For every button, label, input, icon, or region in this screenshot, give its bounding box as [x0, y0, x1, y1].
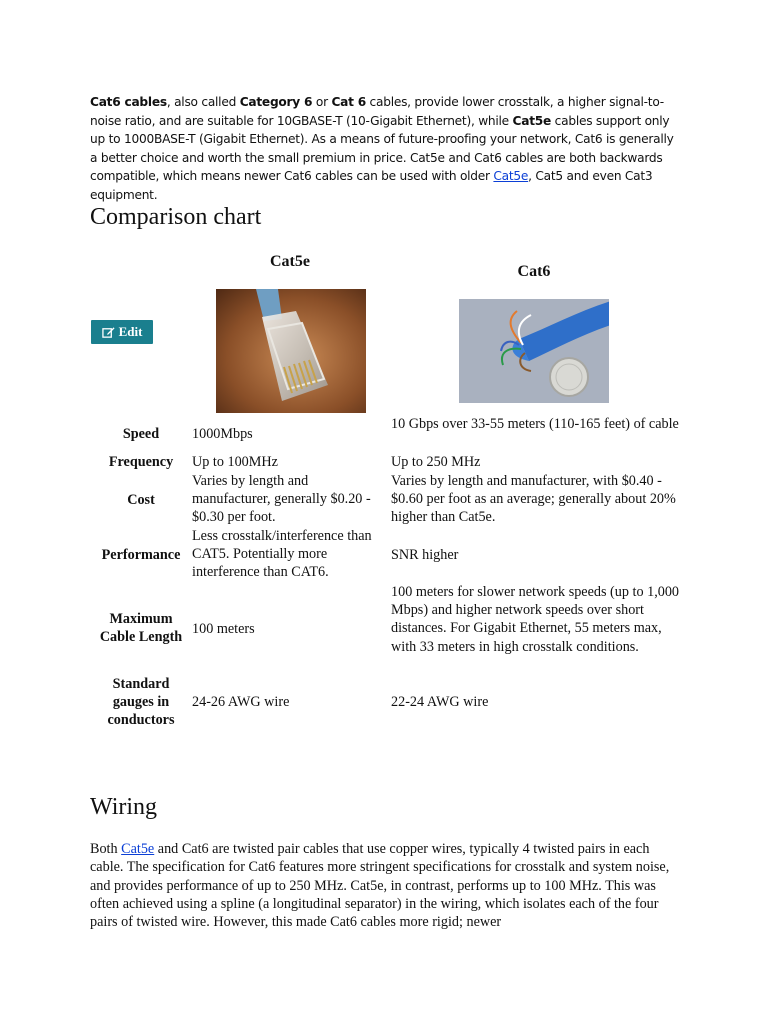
- term-category-6: Category 6: [239, 95, 313, 109]
- cat5e-connector-image: [216, 289, 366, 413]
- row-label-performance: Performance: [101, 547, 181, 563]
- cat6-cable-image: [459, 299, 609, 403]
- row-label-cost: Cost: [127, 492, 155, 508]
- cat6-cost-value: Varies by length and manufacturer, with $0.40 - $0.60 per foot as an average; generally about 20% higher than Cat5e.: [391, 473, 676, 526]
- edit-button[interactable]: [91, 320, 153, 344]
- row-label-frequency: Frequency: [108, 454, 174, 470]
- edit-label: Edit: [118, 324, 143, 339]
- cat5e-max-length-value: 100 meters: [192, 621, 255, 637]
- comparison-chart-heading: Comparison chart: [90, 204, 262, 230]
- intro-text: , Cat5 and even Cat3 equipment.: [90, 169, 653, 202]
- cat5e-gauge-value: 24-26 AWG wire: [192, 694, 290, 710]
- cat5e-link-wiring[interactable]: Cat5e: [121, 841, 155, 857]
- cat5e-performance-value: Less crosstalk/interference than CAT5. Potentially more interference than CAT6.: [192, 528, 372, 581]
- term-cat-6: Cat 6: [331, 95, 366, 109]
- column-header-cat5e: Cat5e: [270, 253, 310, 270]
- cat5e-cost-value: Varies by length and manufacturer, generally $0.20 - $0.30 per foot.: [192, 473, 371, 526]
- intro-text: cables, provide lower crosstalk, a higher signal-to-noise ratio, and are suitable for 10GBASE-T (10-Gigabit Ethernet), while: [90, 95, 664, 128]
- edit-icon: [102, 326, 115, 339]
- wiring-text: Both: [90, 841, 122, 857]
- row-label-maximum-cable-length: Maximum Cable Length: [99, 611, 183, 646]
- wiring-heading: Wiring: [90, 794, 158, 820]
- cat5e-frequency-value: Up to 100MHz: [192, 454, 278, 470]
- column-header-cat6: Cat6: [517, 263, 551, 280]
- term-cat5e: Cat5e: [512, 113, 552, 128]
- row-label-speed: Speed: [122, 426, 160, 442]
- cat6-speed-value: 10 Gbps over 33-55 meters (110-165 feet) of cable: [391, 416, 679, 432]
- term-cat6-cables: Cat6 cables: [90, 95, 167, 109]
- intro-paragraph: [90, 93, 680, 205]
- cat5e-link[interactable]: Cat5e: [493, 169, 529, 184]
- intro-text: or: [312, 95, 332, 109]
- intro-text: , also called: [166, 95, 240, 109]
- cat5e-speed-value: 1000Mbps: [192, 426, 253, 442]
- intro-text: cables support only up to 1000BASE-T (Gigabit Ethernet). As a means of future-proofing your network, Cat6 is generally a better choice and worth the small premium in price. Cat5e and Cat6 cables are both backwards compatible, which means newer Cat6 cables can be used with older: [90, 113, 674, 184]
- row-label-standard-gauges: Standard gauges in conductors: [107, 676, 175, 729]
- cat6-frequency-value: Up to 250 MHz: [391, 454, 481, 470]
- cat6-performance-value: SNR higher: [391, 547, 459, 563]
- cat6-max-length-value: 100 meters for slower network speeds (up to 1,000 Mbps) and higher network speeds over short distances. For Gigabit Ethernet, 55 meters max, with 33 meters in high crosstalk conditions.: [391, 584, 680, 655]
- wiring-text: and Cat6 are twisted pair cables that use copper wires, typically 4 twisted pairs in each cable. The specification for Cat6 features more stringent specifications for crosstalk and system noise, and provides performance of up to 250 MHz. Cat5e, in contrast, performs up to 100 MHz. This was often achieved using a spline (a longitudinal separator) in the wiring, which isolates each of the four pairs of twisted wire. However, this made Cat6 cables more rigid; newer: [90, 841, 670, 931]
- wiring-paragraph: [90, 840, 680, 931]
- cat6-gauge-value: 22-24 AWG wire: [391, 694, 489, 710]
